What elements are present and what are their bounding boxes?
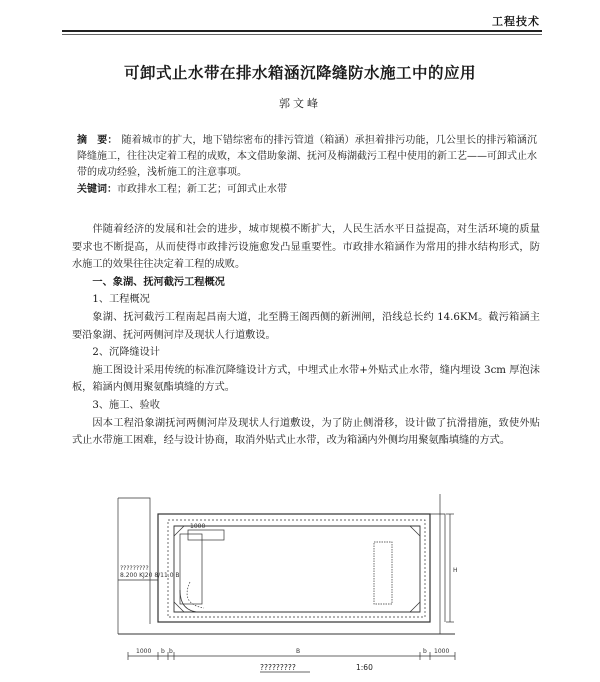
dim-B-text: B	[296, 648, 301, 655]
abstract-label: 摘 要：	[77, 135, 118, 146]
haunch-top-left	[174, 526, 184, 536]
sub1-paragraph: 象湖、抚河截污工程南起昌南大道，北至腾王阁西侧的新洲闸，沿线总长约 14.6KM。截污箱涵主要沿象湖、抚河两侧河岸及现状人行道敷设。	[72, 311, 540, 341]
header-rule-thin	[62, 34, 542, 35]
dim-left-text: 1000	[136, 648, 152, 655]
left-excavation-line	[118, 498, 150, 624]
body-text	[72, 221, 540, 450]
dim-H-text: H	[453, 567, 458, 574]
left-callout-label: ?????????	[120, 565, 149, 572]
section1-heading	[72, 274, 540, 292]
sub3-heading: 3、施工、验收	[92, 399, 160, 411]
haunch-bottom-right	[410, 602, 420, 612]
intro-paragraph: 伴随着经济的发展和社会的进步，城市规模不断扩大，人民生活水平日益提高，对生活环境的质量要求也不断提高，从而使得市政排污设施愈发凸显重要性。市政排水箱涵作为常用的排水结构形式，防水施工的效果往往决定着工程的成败。	[72, 224, 540, 271]
running-head: 工程技术	[492, 15, 540, 28]
figure-scale: 1:60	[356, 663, 373, 672]
box-culvert-section-drawing	[110, 484, 490, 680]
dim-b2-text: b	[169, 648, 173, 655]
keywords	[77, 182, 537, 198]
dim-b1-text: b	[161, 648, 165, 655]
sub3-paragraph: 因本工程沿象湖抚河两侧河岸及现状人行道敷设，为了防止侧滑移，设计做了抗滑措施，致使外贴式止水带施工困难，经与设计协商，取消外贴式止水带，改为箱涵内外侧均用聚氨酯填缝的方式。	[72, 417, 540, 447]
keywords-label: 关键词：	[77, 184, 117, 195]
right-backfill	[430, 514, 445, 622]
article-title: 可卸式止水带在排水箱涵沉降缝防水施工中的应用	[123, 64, 476, 82]
top-dimension-text: 1000	[190, 523, 206, 530]
dim-b3-text: b	[423, 648, 427, 655]
sub2-heading: 2、沉降缝设计	[92, 347, 160, 359]
right-pile	[374, 542, 392, 604]
left-callout-spec: 8.200 KJ20 8/11.0 B	[120, 572, 180, 579]
sub2-paragraph: 施工图设计采用传统的标准沉降缝设计方式，中埋式止水带+外贴式止水带，缝内埋设 3cm 厚泡沫板，箱涵内侧用聚氨酯填缝的方式。	[72, 364, 540, 394]
sub1-heading: 1、工程概况	[92, 294, 150, 306]
pipe-bend	[180, 590, 210, 612]
culvert-inner-wall	[174, 526, 420, 612]
dim-right-text: 1000	[434, 648, 450, 655]
abstract-text: 随着城市的扩大，地下错综密布的排污管道（箱涵）承担着排污功能，几公里长的排污箱涵沉降缝施工，往往决定着工程的成败，本文借助象湖、抚河及梅湖截污工程中使用的新工艺——可卸式止水带的成功经验，浅析施工的注意事项。	[77, 135, 538, 178]
inner-pipe-vertical	[180, 534, 202, 604]
haunch-top-right	[410, 526, 420, 536]
article-author: 郭文峰	[279, 97, 321, 110]
rebar-outline	[168, 520, 425, 617]
figure-caption: ?????????	[260, 663, 296, 672]
header-rule	[62, 30, 542, 32]
top-tank	[188, 530, 224, 540]
abstract	[77, 133, 537, 181]
keywords-text: 市政排水工程；新工艺；可卸式止水带	[117, 184, 287, 195]
section1-title: 一、象湖、抚河截污工程概况	[92, 276, 225, 288]
